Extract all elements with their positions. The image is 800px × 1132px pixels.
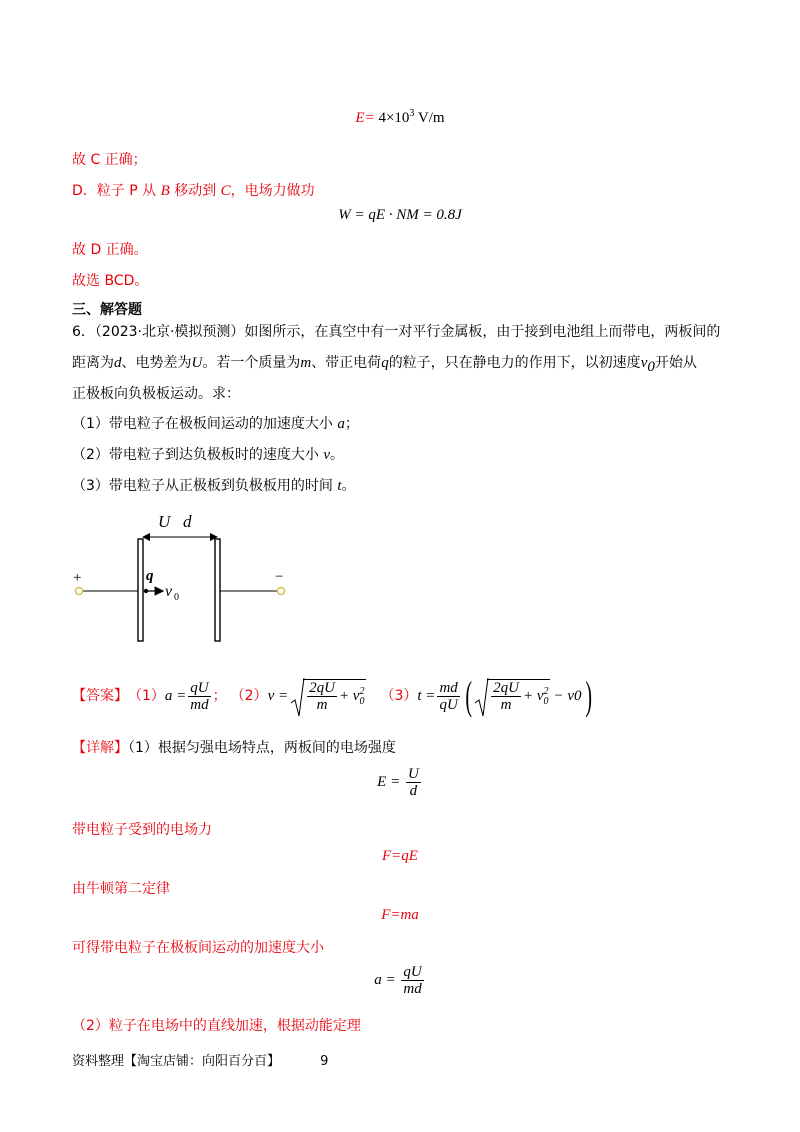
q2-c: 。若一个质量为 (202, 355, 301, 371)
c-correct-line: 故 C 正确； (72, 152, 147, 168)
e-unit: V/m (414, 110, 445, 126)
q2-e: 、带正电荷 (311, 355, 382, 371)
question-line-2 (72, 353, 697, 377)
label-plus: + (73, 570, 82, 586)
point-b: B (160, 183, 170, 199)
answer-t-inner-den: m (500, 697, 512, 713)
var-m: m (300, 355, 312, 371)
answer-v-frac (307, 680, 337, 713)
question-line-3: 正极板向负极板运动。求： (72, 386, 240, 402)
detail-a-lhs: a = (374, 971, 396, 988)
detail-e-fraction (406, 766, 421, 799)
detail-tag: 【详解】 (72, 740, 128, 756)
var-q: q (381, 355, 389, 371)
detail-a-den: md (403, 981, 422, 997)
label-q: q (146, 568, 154, 584)
detail-e-num: U (407, 766, 419, 782)
sub1-var: a (337, 416, 345, 432)
answer-part-2: （2） (230, 688, 268, 704)
sub2-text: （2）带电粒子到达负极板时的速度大小 (72, 447, 324, 463)
label-v-sub: 0 (174, 592, 179, 603)
answer-t-sub: 0 (574, 688, 582, 704)
answer-t-radicand (487, 679, 550, 713)
q2-b: 、电势差为 (121, 355, 192, 371)
label-d: d (183, 512, 192, 531)
answer-v-supsub (359, 687, 364, 707)
section-title: 三、解答题 (72, 302, 142, 318)
var-u: U (191, 355, 203, 371)
q2-g: 开始从 (654, 355, 697, 371)
var-v0: v (640, 355, 648, 371)
answer-line (72, 674, 595, 718)
detail-p1-text: （1）根据匀强电场特点，两板间的电场强度 (128, 740, 396, 756)
answer-t-den: qU (439, 696, 458, 713)
answer-v-radicand (303, 679, 366, 713)
footer-source: 资料整理【淘宝店铺：向阳百分百】 (72, 1054, 281, 1069)
answer-a-lhs: a = (164, 688, 187, 704)
detail-a-fraction (401, 964, 423, 997)
left-terminal (76, 588, 83, 595)
answer-v-den: m (316, 697, 328, 713)
q2-a: 距离为 (72, 355, 114, 371)
sub-question-3 (72, 476, 356, 496)
d-option-line (72, 181, 315, 201)
label-minus: − (275, 569, 284, 585)
answer-t-plus: + v (522, 687, 544, 704)
sub3-text: （3）带电粒子从正极板到负极板用的时间 (72, 478, 338, 494)
answer-sep: ； (212, 688, 227, 704)
question-line-1: 6．（2023·北京·模拟预测）如图所示，在真空中有一对平行金属板，由于接到电池组上而带电，两板间的 (72, 324, 721, 340)
detail-newton-text: 由牛顿第二定律 (72, 881, 170, 897)
detail-e-lhs: E = (377, 773, 401, 790)
d-prefix: D．粒子 P 从 (72, 183, 161, 199)
sub-question-1 (72, 414, 359, 434)
sub2-var: v (323, 447, 331, 463)
left-paren-icon: ( (465, 673, 472, 718)
d-mid: 移动到 (169, 183, 221, 199)
parallel-plate-diagram (70, 505, 300, 650)
answer-t-lhs: t = (417, 688, 436, 704)
answer-v-lhs: v = (267, 688, 289, 704)
answer-a-fraction (188, 680, 210, 713)
e-exponent: 3 (409, 108, 415, 119)
work-equation: W = qE · NM = 0.8J (338, 207, 462, 223)
answer-v-radical (291, 679, 366, 713)
sub3-end: 。 (341, 478, 356, 494)
answer-t-inner-num: 2qU (493, 680, 519, 696)
choose-line: 故选 BCD。 (72, 273, 149, 289)
answer-v-num: 2qU (309, 680, 335, 696)
answer-a-den: md (190, 696, 209, 713)
e-value: 4×10 (374, 110, 410, 126)
answer-t-sub-inner: 0 (543, 695, 549, 707)
positive-plate (138, 539, 143, 641)
detail-a-equation (0, 964, 800, 997)
answer-v-sub: 0 (359, 695, 365, 707)
detail-e-equation (0, 766, 800, 799)
detail-f-qe: F=qE (382, 848, 418, 864)
detail-p2-text: （2）粒子在电场中的直线加速，根据动能定理 (72, 1018, 361, 1034)
e-lhs: E= (355, 110, 375, 126)
sub1-text: （1）带电粒子在极板间运动的加速度大小 (72, 416, 338, 432)
d-correct-line: 故 D 正确。 (72, 242, 148, 258)
d-suffix: ，电场力做功 (230, 183, 315, 199)
var-d: d (114, 355, 122, 371)
answer-a-num: qU (190, 679, 209, 696)
label-u: U (158, 512, 171, 531)
answer-t-sq: 2 (543, 685, 549, 697)
page-number: 9 (320, 1054, 329, 1069)
answer-t-num: md (439, 679, 458, 696)
detail-f-ma: F=ma (381, 907, 419, 923)
sub-question-2 (72, 445, 344, 465)
sub1-end: ； (344, 416, 359, 432)
answer-part-1: （1） (128, 688, 165, 704)
answer-v-plus: + v (338, 687, 360, 704)
point-c: C (220, 183, 231, 199)
answer-part-3: （3） (380, 688, 418, 704)
e-field-result (0, 108, 800, 127)
right-paren-icon: ) (584, 673, 592, 718)
radical-sign-icon-2 (475, 677, 489, 719)
var-v0-sub: 0 (647, 358, 655, 375)
answer-t-fraction (437, 680, 459, 713)
detail-accel-text: 可得带电粒子在极板间运动的加速度大小 (72, 940, 324, 956)
sub3-var: t (337, 478, 342, 494)
answer-t-minus: − v (553, 688, 575, 704)
radical-sign-icon (291, 677, 305, 719)
detail-force-text: 带电粒子受到的电场力 (72, 822, 212, 838)
sub2-end: 。 (330, 447, 345, 463)
right-terminal (278, 588, 285, 595)
answer-t-supsub (543, 687, 548, 707)
negative-plate (215, 539, 220, 641)
answer-tag: 【答案】 (72, 688, 128, 704)
detail-a-num: qU (403, 964, 422, 980)
q2-f: 的粒子，只在静电力的作用下，以初速度 (388, 355, 641, 371)
label-v: v (165, 583, 173, 600)
detail-line-1 (72, 738, 396, 758)
answer-v-sq: 2 (359, 685, 365, 697)
footer (72, 1052, 328, 1072)
detail-e-den: d (409, 783, 418, 799)
answer-t-inner-frac (491, 680, 521, 713)
answer-t-radical (475, 679, 550, 713)
